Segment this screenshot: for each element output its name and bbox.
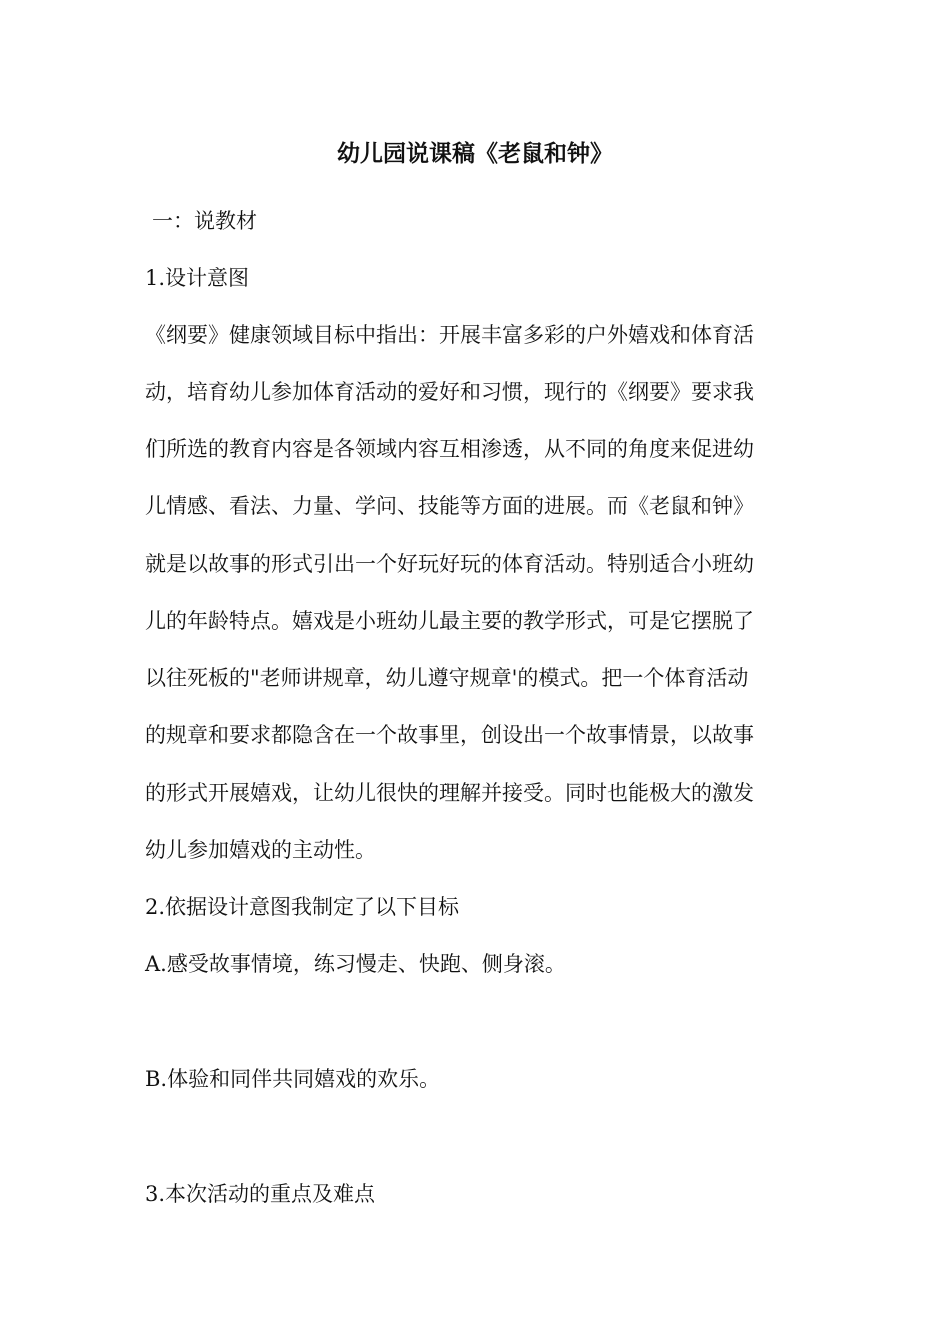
section-heading-textbook: 一：说教材 xyxy=(152,209,257,233)
paragraph-line: 以往死板的"老师讲规章，幼儿遵守规章'的模式。把一个体育活动 xyxy=(145,666,749,690)
subheading-key-points: 3.本次活动的重点及难点 xyxy=(145,1182,376,1206)
paragraph-line: 动，培育幼儿参加体育活动的爱好和习惯，现行的《纲要》要求我 xyxy=(145,380,754,404)
subheading-goals: 2.依据设计意图我制定了以下目标 xyxy=(145,895,460,919)
paragraph-line: 儿的年龄特点。嬉戏是小班幼儿最主要的教学形式，可是它摆脱了 xyxy=(145,609,754,633)
paragraph-line: 《纲要》健康领域目标中指出：开展丰富多彩的户外嬉戏和体育活 xyxy=(145,323,754,347)
paragraph-line: 就是以故事的形式引出一个好玩好玩的体育活动。特别适合小班幼 xyxy=(145,552,754,576)
paragraph-line: 的形式开展嬉戏，让幼儿很快的理解并接受。同时也能极大的激发 xyxy=(145,781,754,805)
goal-item-a: A.感受故事情境，练习慢走、快跑、侧身滚。 xyxy=(145,952,566,976)
goal-item-b: B.体验和同伴共同嬉戏的欢乐。 xyxy=(145,1067,441,1091)
paragraph-line: 幼儿参加嬉戏的主动性。 xyxy=(145,838,376,862)
subheading-design-intent: 1.设计意图 xyxy=(145,266,250,290)
paragraph-line: 们所选的教育内容是各领域内容互相渗透，从不同的角度来促进幼 xyxy=(145,437,754,461)
paragraph-line: 的规章和要求都隐含在一个故事里，创设出一个故事情景，以故事 xyxy=(145,723,754,747)
document-title: 幼儿园说课稿《老鼠和钟》 xyxy=(337,140,613,167)
paragraph-line: 儿情感、看法、力量、学问、技能等方面的进展。而《老鼠和钟》 xyxy=(145,494,754,518)
